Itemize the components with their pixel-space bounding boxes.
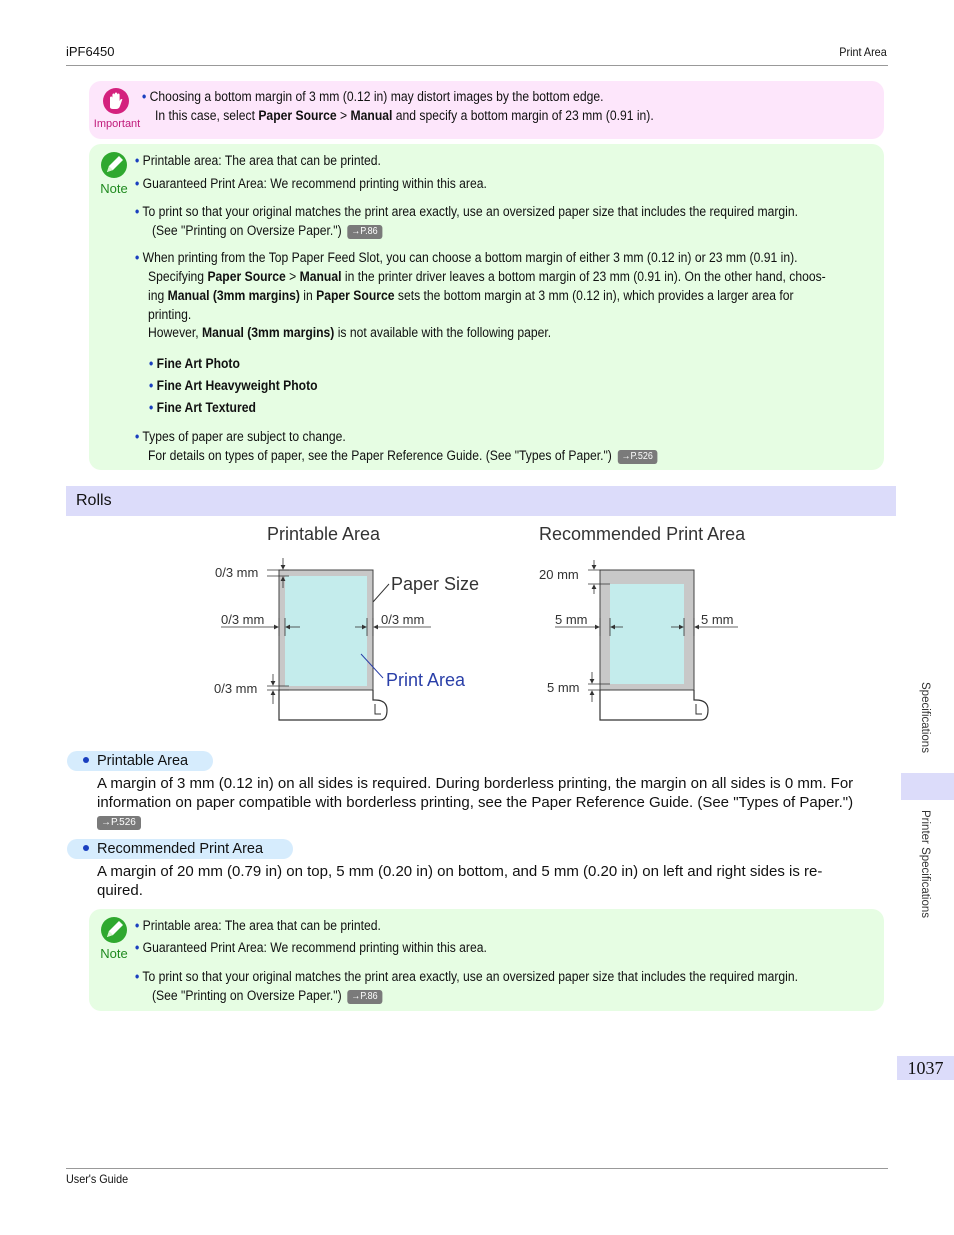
print-area-label: Print Area	[386, 670, 466, 690]
left-side-margin-left: 0/3 mm	[221, 612, 265, 627]
recommended-area-heading: Recommended Print Area	[67, 839, 293, 859]
left-diagram-title: Printable Area	[267, 524, 381, 544]
right-print-area	[610, 584, 684, 684]
note1-bullet-3: • To print so that your original matches the print area exactly, use an oversized paper size that includes the required margin.	[135, 204, 798, 219]
page-ref-link[interactable]: →P.526	[618, 450, 657, 464]
note1-bullet-3-ref: (See "Printing on Oversize Paper.") →P.86	[152, 222, 382, 240]
note1-bullet-4-line4: printing.	[148, 307, 192, 322]
page-ref-link[interactable]: →P.86	[348, 225, 382, 239]
header-rule	[66, 65, 888, 66]
left-side-margin-right: 0/3 mm	[381, 612, 425, 627]
left-top-margin: 0/3 mm	[215, 565, 259, 580]
printable-line-2: information on paper compatible with borderless printing, see the Paper Reference Guide. (See "Types of Paper.")	[97, 794, 854, 811]
paper-size-label: Paper Size	[391, 574, 480, 594]
important-line-1: • Choosing a bottom margin of 3 mm (0.12 in) may distort images by the bottom edge.	[142, 89, 604, 104]
header-model: iPF6450	[66, 44, 115, 59]
note1-bullet-2: • Guaranteed Print Area: We recommend printing within this area.	[135, 176, 487, 191]
sidebar-active-marker	[901, 773, 954, 800]
right-top-margin: 20 mm	[539, 567, 579, 582]
recommended-line-2: quired.	[97, 882, 143, 899]
right-side-margin-left: 5 mm	[555, 612, 588, 627]
printable-line-1: A margin of 3 mm (0.12 in) on all sides is required. During borderless printing, the margin on all sides is 0 mm. For	[97, 775, 854, 792]
header-section: Print Area	[839, 45, 887, 59]
important-label: Important	[93, 118, 141, 130]
note2-bullet-3: • To print so that your original matches the print area exactly, use an oversized paper size that includes the required margin.	[135, 969, 798, 984]
note-label-2: Note	[100, 946, 128, 961]
printable-ref	[97, 813, 141, 831]
section-title: Rolls	[76, 492, 112, 509]
footer-title: User's Guide	[66, 1172, 129, 1186]
note1-bullet-5: • Types of paper are subject to change.	[135, 429, 346, 444]
note1-bullet-4-line3: ing Manual (3mm margins) in Paper Source sets the bottom margin at 3 mm (0.12 in), which provides a larger area for	[148, 288, 794, 303]
paper-item: • Fine Art Photo	[149, 356, 240, 371]
print-area-diagram	[205, 518, 750, 740]
page-ref-link[interactable]: →P.86	[348, 990, 382, 1004]
hand-stop-icon	[100, 87, 132, 115]
note1-bullet-5-line2: For details on types of paper, see the Paper Reference Guide. (See "Types of Paper.") →P.526	[148, 447, 657, 465]
note2-bullet-2: • Guaranteed Print Area: We recommend printing within this area.	[135, 940, 487, 955]
recommended-line-1: A margin of 20 mm (0.79 in) on top, 5 mm (0.20 in) on bottom, and 5 mm (0.20 in) on left and right sides is re-	[97, 863, 823, 880]
left-roll-curl	[279, 690, 387, 720]
right-bottom-margin: 5 mm	[547, 680, 580, 695]
note1-bullet-4-line5: However, Manual (3mm margins) is not available with the following paper.	[148, 325, 552, 340]
sidebar-tab-specifications[interactable]: Specifications	[919, 682, 931, 753]
note1-bullet-4: • When printing from the Top Paper Feed Slot, you can choose a bottom margin of either 3 mm (0.12 in) or 23 mm (0.91 in).	[135, 250, 798, 265]
paper-item: • Fine Art Heavyweight Photo	[149, 378, 318, 393]
paper-item: • Fine Art Textured	[149, 400, 256, 415]
left-print-area	[285, 576, 367, 686]
note-label-1: Note	[100, 181, 128, 196]
right-roll-curl	[600, 690, 708, 720]
note2-bullet-1: • Printable area: The area that can be printed.	[135, 918, 381, 933]
note1-bullet-1: • Printable area: The area that can be printed.	[135, 153, 381, 168]
right-diagram-title: Recommended Print Area	[539, 524, 746, 544]
note1-bullet-4-line2: Specifying Paper Source > Manual in the printer driver leaves a bottom margin of 23 mm (0.91 in). On the other hand, choos-	[148, 269, 826, 284]
printable-area-heading: Printable Area	[67, 751, 213, 771]
page-number: 1037	[897, 1056, 954, 1080]
right-side-margin-right: 5 mm	[701, 612, 734, 627]
pencil-note-icon	[99, 150, 129, 180]
sidebar-tab-printer-specifications[interactable]: Printer Specifications	[919, 810, 931, 919]
page-ref-link[interactable]: →P.526	[97, 816, 141, 830]
footer-rule	[66, 1168, 888, 1169]
section-bar	[66, 486, 896, 516]
note2-bullet-3-ref: (See "Printing on Oversize Paper.") →P.86	[152, 987, 382, 1005]
important-line-2: In this case, select Paper Source > Manual and specify a bottom margin of 23 mm (0.91 in).	[155, 108, 654, 123]
left-bottom-margin: 0/3 mm	[214, 681, 258, 696]
pencil-note-icon	[99, 915, 129, 945]
